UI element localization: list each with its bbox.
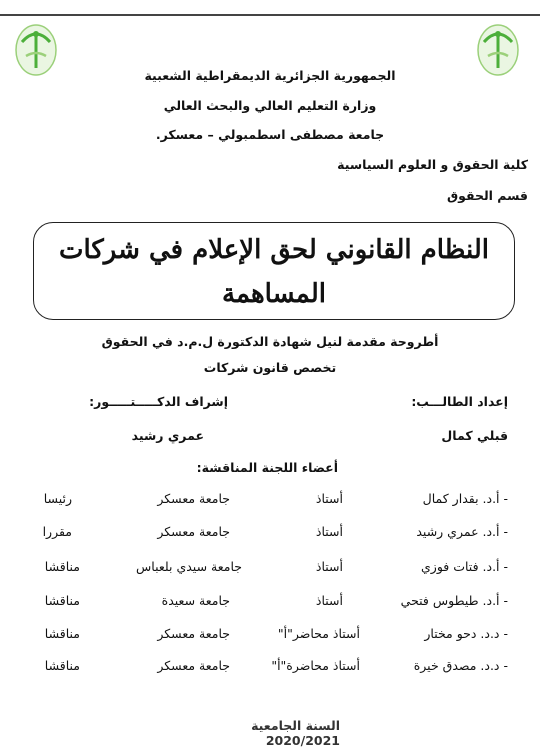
student-name: قبلي كمال: [441, 428, 508, 443]
member-role: مناقشا: [44, 658, 80, 673]
republic-name: الجمهورية الجزائرية الديمقراطية الشعبية: [144, 68, 396, 83]
supervisor-label: إشراف الدكـــــتـــــور:: [89, 394, 228, 409]
member-university: جامعة معسكر: [157, 626, 230, 641]
university-logo-right: [476, 22, 520, 78]
member-rank: أستاذ: [315, 593, 343, 608]
student-label: إعداد الطالـــب:: [411, 394, 508, 409]
academic-year: السنة الجامعية 2020/2021: [251, 718, 340, 748]
member-university: جامعة سعيدة: [161, 593, 230, 608]
member-name: - أ.د. عمري رشيد: [416, 524, 508, 539]
department-name: قسم الحقوق: [446, 188, 528, 203]
specialty: تخصص قانون شركات: [203, 360, 337, 375]
member-rank: أستاذ محاضرة"أ": [271, 658, 360, 673]
member-role: مناقشا: [44, 559, 80, 574]
member-name: - أ.د. طيطوس فتحي: [400, 593, 508, 608]
ministry-name: وزارة التعليم العالي والبحث العالي: [163, 98, 377, 113]
supervisor-name: عمري رشيد: [131, 428, 204, 443]
top-border: [0, 0, 540, 16]
member-rank: أستاذ محاضر"أ": [277, 626, 360, 641]
committee-heading: أعضاء اللجنة المناقشة:: [196, 460, 338, 475]
member-university: جامعة معسكر: [157, 524, 230, 539]
member-rank: أستاذ: [315, 559, 343, 574]
member-university: جامعة معسكر: [157, 658, 230, 673]
member-name: - أ.د. فتات فوزي: [421, 559, 508, 574]
member-name: - أ.د. بقدار كمال: [422, 491, 508, 506]
member-rank: أستاذ: [315, 524, 343, 539]
university-logo-left: [14, 22, 58, 78]
member-name: - د.د. دحو مختار: [424, 626, 508, 641]
thesis-title-line-2: المساهمة: [222, 279, 326, 309]
member-university: جامعة معسكر: [157, 491, 230, 506]
member-role: رئيسا: [43, 491, 72, 506]
faculty-name: كلية الحقوق و العلوم السياسية: [337, 157, 528, 172]
member-rank: أستاذ: [315, 491, 343, 506]
thesis-title-line-1: النظام القانوني لحق الإعلام في شركات: [59, 235, 489, 265]
member-name: - د.د. مصدق خيرة: [413, 658, 508, 673]
university-name: جامعة مصطفى اسطمبولي – معسكر.: [155, 127, 385, 142]
member-university: جامعة سيدي بلعباس: [136, 559, 242, 574]
member-role: مناقشا: [44, 593, 80, 608]
thesis-purpose: أطروحة مقدمة لنيل شهادة الدكتورة ل.م.د في الحقوق: [101, 334, 439, 349]
member-role: مقررا: [42, 524, 72, 539]
member-role: مناقشا: [44, 626, 80, 641]
